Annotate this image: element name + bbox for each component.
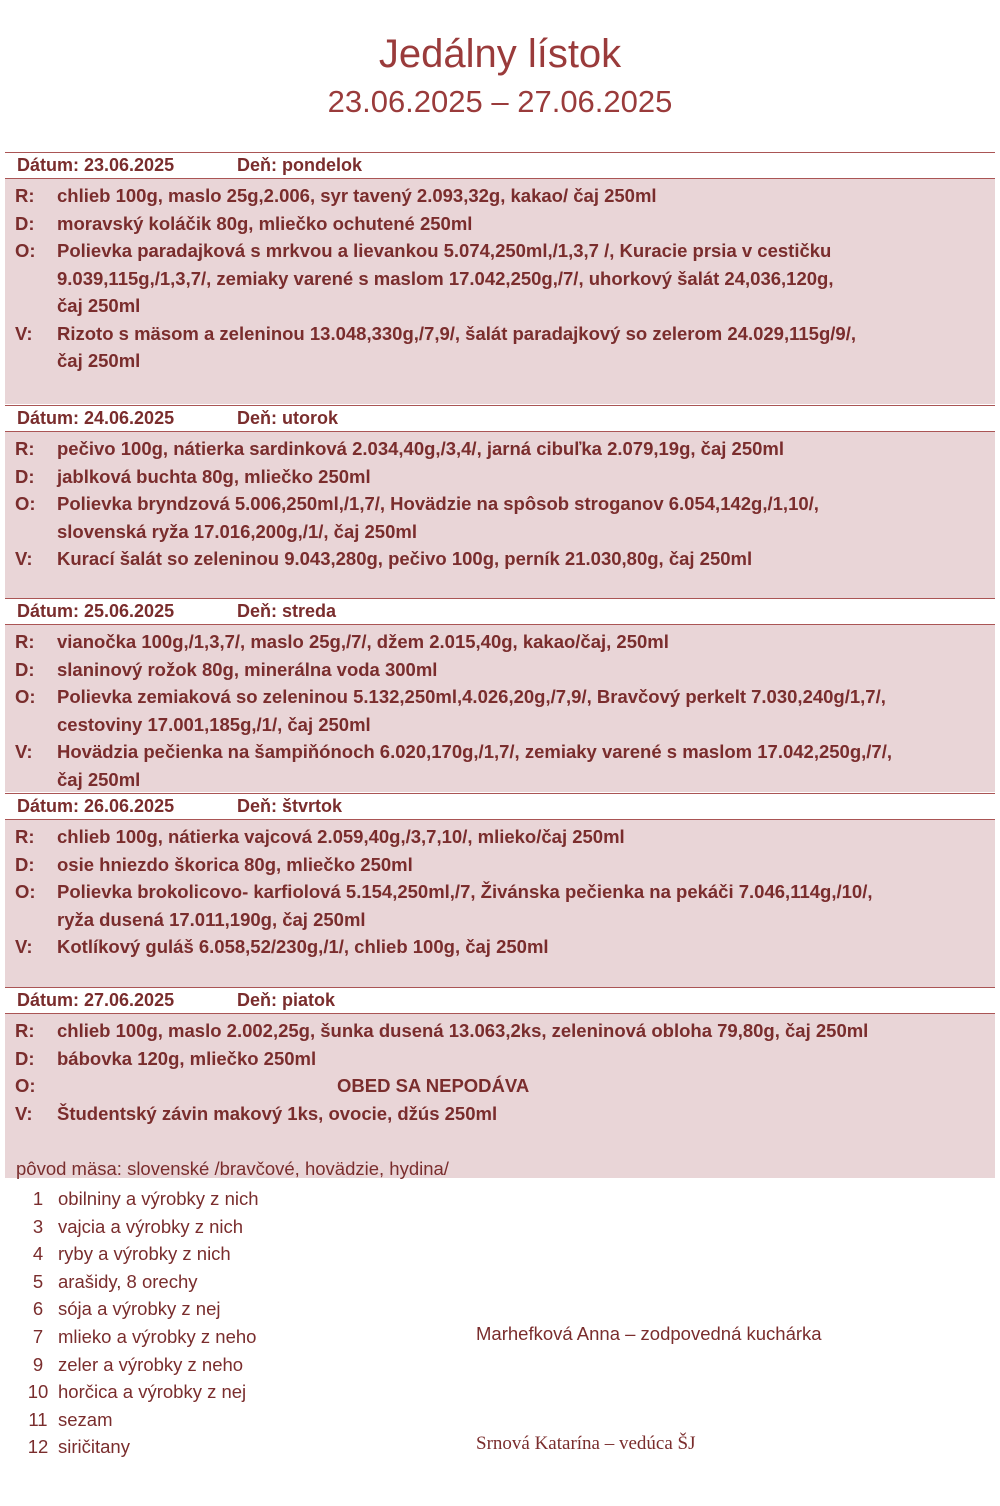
meal-line [5, 1100, 995, 1128]
day-meals [5, 179, 995, 404]
allergen-item [18, 1406, 259, 1434]
allergen-item [18, 1378, 259, 1406]
meal-text: Polievka zemiaková so zeleninou 5.132,250ml,4.026,20g,/7,9/, Bravčový perkelt 7.030,240g/1,7/, [57, 686, 886, 707]
meal-line [5, 320, 995, 348]
meal-label: R: [15, 826, 35, 847]
meal-line [5, 265, 995, 293]
meal-label: D: [15, 212, 35, 234]
allergen-item [18, 1351, 259, 1379]
allergen-item [18, 1323, 259, 1351]
day-header [5, 405, 995, 432]
meal-label: D: [15, 1047, 35, 1069]
meal-line [5, 851, 995, 879]
day-block [5, 598, 995, 792]
meal-text: moravský koláčik 80g, mliečko ochutené 250ml [57, 212, 473, 234]
meal-line [5, 628, 995, 656]
meal-text: bábovka 120g, mliečko 250ml [57, 1047, 317, 1069]
day-header [5, 987, 995, 1014]
day-date: Dátum: 27.06.2025 [17, 990, 175, 1010]
meal-text: Kurací šalát so zeleninou 9.043,280g, pečivo 100g, perník 21.030,80g, čaj 250ml [57, 548, 753, 569]
day-name: Deň: pondelok [237, 155, 362, 175]
meal-line [5, 683, 995, 711]
meal-text: čaj 250ml [57, 350, 141, 371]
allergen-number: 11 [28, 1408, 48, 1430]
meal-label: D: [15, 853, 35, 875]
meal-text: Polievka paradajková s mrkvou a lievankou 5.074,250ml,/1,3,7 /, Kuracie prsia v cestičku [57, 240, 832, 261]
meal-label: O: [15, 881, 36, 902]
allergen-number: 6 [32, 1298, 44, 1320]
meal-label: O: [15, 493, 36, 514]
meal-text: čaj 250ml [57, 295, 141, 316]
meal-label: V: [15, 1102, 33, 1124]
allergen-text: ryby a výrobky z nich [58, 1243, 231, 1265]
meal-text: ryža dusená 17.011,190g, čaj 250ml [57, 908, 366, 930]
meal-text: Polievka brokolicovo- karfiolová 5.154,250ml,/7, Živánska pečienka na pekáči 7.046,114g,/10/, [57, 881, 873, 902]
meal-label: O: [15, 1075, 36, 1096]
day-block [5, 987, 995, 1178]
meal-line [5, 656, 995, 684]
meal-line [5, 738, 995, 766]
allergen-number: 5 [32, 1270, 44, 1292]
day-date: Dátum: 25.06.2025 [17, 601, 175, 621]
allergen-number: 3 [32, 1215, 44, 1237]
allergen-number: 12 [27, 1436, 49, 1458]
meal-label [5, 347, 57, 375]
day-date: Dátum: 26.06.2025 [17, 796, 175, 816]
meal-text: chlieb 100g, maslo 2.002,25g, šunka dusená 13.063,2ks, zeleninová obloha 79,80g, čaj 250ml [57, 1020, 869, 1041]
meal-text: chlieb 100g, nátierka vajcová 2.059,40g,/3,7,10/, mlieko/čaj 250ml [57, 826, 625, 847]
meal-text: chlieb 100g, maslo 25g,2.006, syr tavený 2.093,32g, kakao/ čaj 250ml [57, 185, 657, 206]
day-name: Deň: štvrtok [237, 796, 343, 816]
meal-label [5, 906, 57, 934]
day-name: Deň: piatok [237, 990, 336, 1010]
meal-label: V: [15, 322, 33, 344]
allergen-text: sója a výrobky z nej [58, 1298, 221, 1320]
meal-text: vianočka 100g,/1,3,7/, maslo 25g,/7/, džem 2.015,40g, kakao/čaj, 250ml [57, 631, 669, 652]
meal-label: R: [15, 185, 35, 206]
allergen-item [18, 1295, 259, 1323]
meal-label: V: [15, 741, 33, 762]
meal-text: osie hniezdo škorica 80g, mliečko 250ml [57, 853, 413, 875]
meal-line [5, 347, 995, 375]
allergen-number: 9 [32, 1353, 44, 1375]
day-meals [5, 432, 995, 599]
meal-line [5, 766, 995, 794]
allergen-item [18, 1240, 259, 1268]
day-block [5, 405, 995, 599]
meal-label [5, 292, 57, 320]
meal-label [5, 265, 57, 293]
allergen-item [18, 1213, 259, 1241]
allergen-text: zeler a výrobky z neho [58, 1353, 244, 1375]
meal-text: slovenská ryža 17.016,200g,/1/, čaj 250ml [57, 520, 417, 542]
meal-text: Polievka bryndzová 5.006,250ml,/1,7/, Hovädzie na spôsob stroganov 6.054,142g,/1,10/, [57, 493, 819, 514]
meal-text: slaninový rožok 80g, minerálna voda 300ml [57, 658, 438, 680]
meal-text: jablková buchta 80g, mliečko 250ml [57, 465, 371, 487]
meal-line [5, 292, 995, 320]
allergen-text: arašidy, 8 orechy [58, 1270, 198, 1292]
meal-line [5, 237, 995, 265]
day-header [5, 152, 995, 179]
meal-line [5, 878, 995, 906]
meal-label: R: [15, 438, 35, 459]
meal-text: Kotlíkový guláš 6.058,52/230g,/1/, chlieb 100g, čaj 250ml [57, 936, 549, 957]
cook-signature: Marhefková Anna – zodpovedná kuchárka [476, 1323, 822, 1344]
allergen-list [18, 1185, 259, 1461]
meal-line [5, 210, 995, 238]
head-signature: Srnová Katarína – vedúca ŠJ [476, 1433, 696, 1454]
allergen-number: 10 [27, 1381, 49, 1403]
day-name: Deň: utorok [237, 408, 338, 428]
meal-label: D: [15, 465, 35, 487]
meal-label: V: [15, 548, 33, 569]
meal-text: pečivo 100g, nátierka sardinková 2.034,40g,/3,4/, jarná cibuľka 2.079,19g, čaj 250ml [57, 438, 784, 459]
day-meals [5, 625, 995, 792]
date-range: 23.06.2025 – 27.06.2025 [327, 84, 673, 119]
meal-label: D: [15, 658, 35, 680]
meal-line [5, 933, 995, 961]
allergen-text: vajcia a výrobky z nich [58, 1215, 244, 1237]
meal-text: Rizoto s mäsom a zeleninou 13.048,330g,/7,9/, šalát paradajkový so zelerom 24.029,115g/9/, [57, 322, 856, 344]
meal-line [5, 1045, 995, 1073]
meal-label: O: [15, 240, 36, 261]
meal-label: O: [15, 686, 36, 707]
day-block [5, 152, 995, 404]
day-block [5, 793, 995, 988]
meat-origin: pôvod mäsa: slovenské /bravčové, hovädzie, hydina/ [16, 1158, 449, 1179]
meal-line [5, 435, 995, 463]
meal-line [5, 1072, 995, 1100]
meal-label: V: [15, 936, 33, 957]
allergen-item [18, 1185, 259, 1213]
meal-line [5, 518, 995, 546]
meal-text: 9.039,115g,/1,3,7/, zemiaky varené s maslom 17.042,250g,/7/, uhorkový šalát 24,036,120g, [57, 267, 834, 289]
day-header [5, 598, 995, 625]
meal-label: R: [15, 631, 35, 652]
allergen-number: 7 [32, 1325, 44, 1347]
meal-text: Študentský závin makový 1ks, ovocie, džús 250ml [57, 1102, 498, 1124]
meal-line [5, 490, 995, 518]
meal-text: Hovädzia pečienka na šampiňónoch 6.020,170g,/1,7/, zemiaky varené s maslom 17.042,250g,/7/, [57, 741, 892, 762]
day-date: Dátum: 23.06.2025 [17, 155, 175, 175]
page-title: Jedálny lístok [378, 32, 622, 76]
day-date: Dátum: 24.06.2025 [17, 408, 175, 428]
day-name: Deň: streda [237, 601, 337, 621]
day-header [5, 793, 995, 820]
allergen-number: 1 [32, 1188, 44, 1209]
allergen-item [18, 1268, 259, 1296]
meal-text: cestoviny 17.001,185g,/1/, čaj 250ml [57, 713, 371, 735]
meal-text: čaj 250ml [57, 768, 141, 790]
allergen-text: sezam [58, 1408, 113, 1430]
day-meals [5, 820, 995, 988]
meal-line [5, 545, 995, 573]
meal-text: OBED SA NEPODÁVA [337, 1075, 530, 1096]
allergen-text: obilniny a výrobky z nich [58, 1188, 259, 1209]
day-meals [5, 1014, 995, 1178]
meal-line [5, 906, 995, 934]
meal-label [5, 711, 57, 739]
meal-line [5, 711, 995, 739]
allergen-text: mlieko a výrobky z neho [58, 1325, 257, 1347]
meal-label: R: [15, 1020, 35, 1041]
meal-line [5, 463, 995, 491]
allergen-item [18, 1433, 259, 1461]
meal-line [5, 182, 995, 210]
allergen-text: horčica a výrobky z nej [58, 1381, 247, 1403]
meal-line [5, 1017, 995, 1045]
meal-label [5, 518, 57, 546]
meal-line [5, 823, 995, 851]
allergen-number: 4 [32, 1243, 44, 1265]
allergen-text: siričitany [58, 1436, 130, 1458]
meal-label [5, 766, 57, 794]
